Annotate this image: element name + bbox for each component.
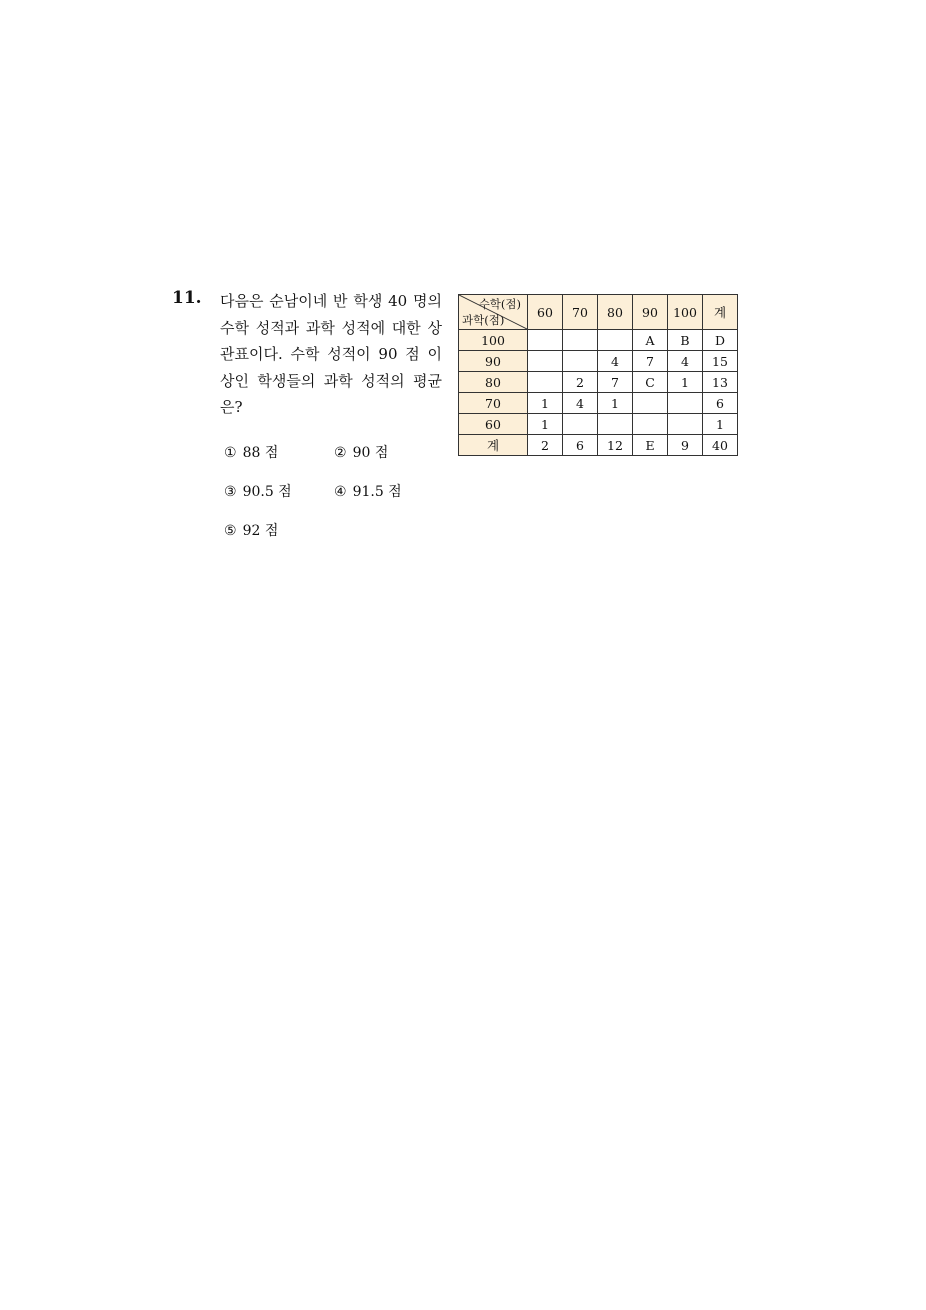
column-header: 60 bbox=[528, 295, 563, 330]
question-text bbox=[220, 288, 442, 421]
choice-text: 92 점 bbox=[242, 523, 279, 539]
table-cell: 4 bbox=[598, 351, 633, 372]
table-cell: 1 bbox=[703, 414, 738, 435]
table-cell bbox=[598, 414, 633, 435]
table-cell bbox=[668, 393, 703, 414]
choice-text: 90.5 점 bbox=[242, 484, 292, 500]
table-cell: 7 bbox=[633, 351, 668, 372]
choice-2[interactable] bbox=[334, 442, 388, 462]
choice-text: 90 점 bbox=[352, 445, 389, 461]
table-cell: E bbox=[633, 435, 668, 456]
table-cell: B bbox=[668, 330, 703, 351]
column-header: 100 bbox=[668, 295, 703, 330]
table-cell: 2 bbox=[563, 372, 598, 393]
choice-marker: ① bbox=[224, 445, 237, 461]
question-line: 다음은 순남이네 반 학생 40 명의 bbox=[220, 292, 442, 310]
table-cell: 1 bbox=[528, 414, 563, 435]
question-line: 상인 학생들의 과학 성적의 평균 bbox=[220, 371, 442, 390]
table-cell: D bbox=[703, 330, 738, 351]
column-header: 계 bbox=[703, 295, 738, 330]
choice-3[interactable] bbox=[224, 481, 292, 501]
column-header: 70 bbox=[563, 295, 598, 330]
row-axis-label: 과학(점) bbox=[462, 313, 505, 327]
table-cell bbox=[563, 351, 598, 372]
table-cell bbox=[528, 330, 563, 351]
table-row bbox=[459, 414, 738, 435]
table-cell: 2 bbox=[528, 435, 563, 456]
row-header: 100 bbox=[459, 330, 528, 351]
row-header: 계 bbox=[459, 435, 528, 456]
question-line: 관표이다. 수학 성적이 90 점 이 bbox=[220, 345, 442, 363]
table-total-row bbox=[459, 435, 738, 456]
row-header: 70 bbox=[459, 393, 528, 414]
choice-marker: ③ bbox=[224, 484, 237, 500]
row-header: 60 bbox=[459, 414, 528, 435]
column-header: 80 bbox=[598, 295, 633, 330]
table-cell: C bbox=[633, 372, 668, 393]
row-header: 90 bbox=[459, 351, 528, 372]
table-cell: 15 bbox=[703, 351, 738, 372]
question-line: 은? bbox=[220, 398, 243, 416]
correlation-table bbox=[458, 294, 738, 456]
table-cell bbox=[633, 393, 668, 414]
table-corner-cell bbox=[459, 295, 528, 330]
choice-4[interactable] bbox=[334, 481, 402, 501]
table-cell bbox=[633, 414, 668, 435]
table-cell: 1 bbox=[668, 372, 703, 393]
table-cell: 7 bbox=[598, 372, 633, 393]
choice-5[interactable] bbox=[224, 520, 278, 540]
choice-marker: ④ bbox=[334, 484, 347, 500]
table-cell: 40 bbox=[703, 435, 738, 456]
table-row bbox=[459, 351, 738, 372]
table-cell: 1 bbox=[598, 393, 633, 414]
table-cell: 13 bbox=[703, 372, 738, 393]
choice-text: 88 점 bbox=[242, 445, 279, 461]
table-cell bbox=[563, 414, 598, 435]
table-cell bbox=[563, 330, 598, 351]
table-cell: 1 bbox=[528, 393, 563, 414]
table-row bbox=[459, 393, 738, 414]
question-line: 수학 성적과 과학 성적에 대한 상 bbox=[220, 318, 442, 337]
table-cell: 6 bbox=[563, 435, 598, 456]
table-cell: 6 bbox=[703, 393, 738, 414]
choice-marker: ⑤ bbox=[224, 523, 237, 539]
table-cell bbox=[668, 414, 703, 435]
table-cell: 4 bbox=[563, 393, 598, 414]
table-row bbox=[459, 330, 738, 351]
table-header-row bbox=[459, 295, 738, 330]
column-axis-label: 수학(점) bbox=[478, 297, 521, 311]
question-number: 11. bbox=[172, 288, 202, 308]
choice-marker: ② bbox=[334, 445, 347, 461]
table-cell bbox=[598, 330, 633, 351]
table-row bbox=[459, 372, 738, 393]
table-cell: 12 bbox=[598, 435, 633, 456]
row-header: 80 bbox=[459, 372, 528, 393]
table-cell bbox=[528, 372, 563, 393]
choice-text: 91.5 점 bbox=[352, 484, 402, 500]
column-header: 90 bbox=[633, 295, 668, 330]
table-cell bbox=[528, 351, 563, 372]
choice-1[interactable] bbox=[224, 442, 278, 462]
table-cell: 9 bbox=[668, 435, 703, 456]
table-cell: A bbox=[633, 330, 668, 351]
table-cell: 4 bbox=[668, 351, 703, 372]
